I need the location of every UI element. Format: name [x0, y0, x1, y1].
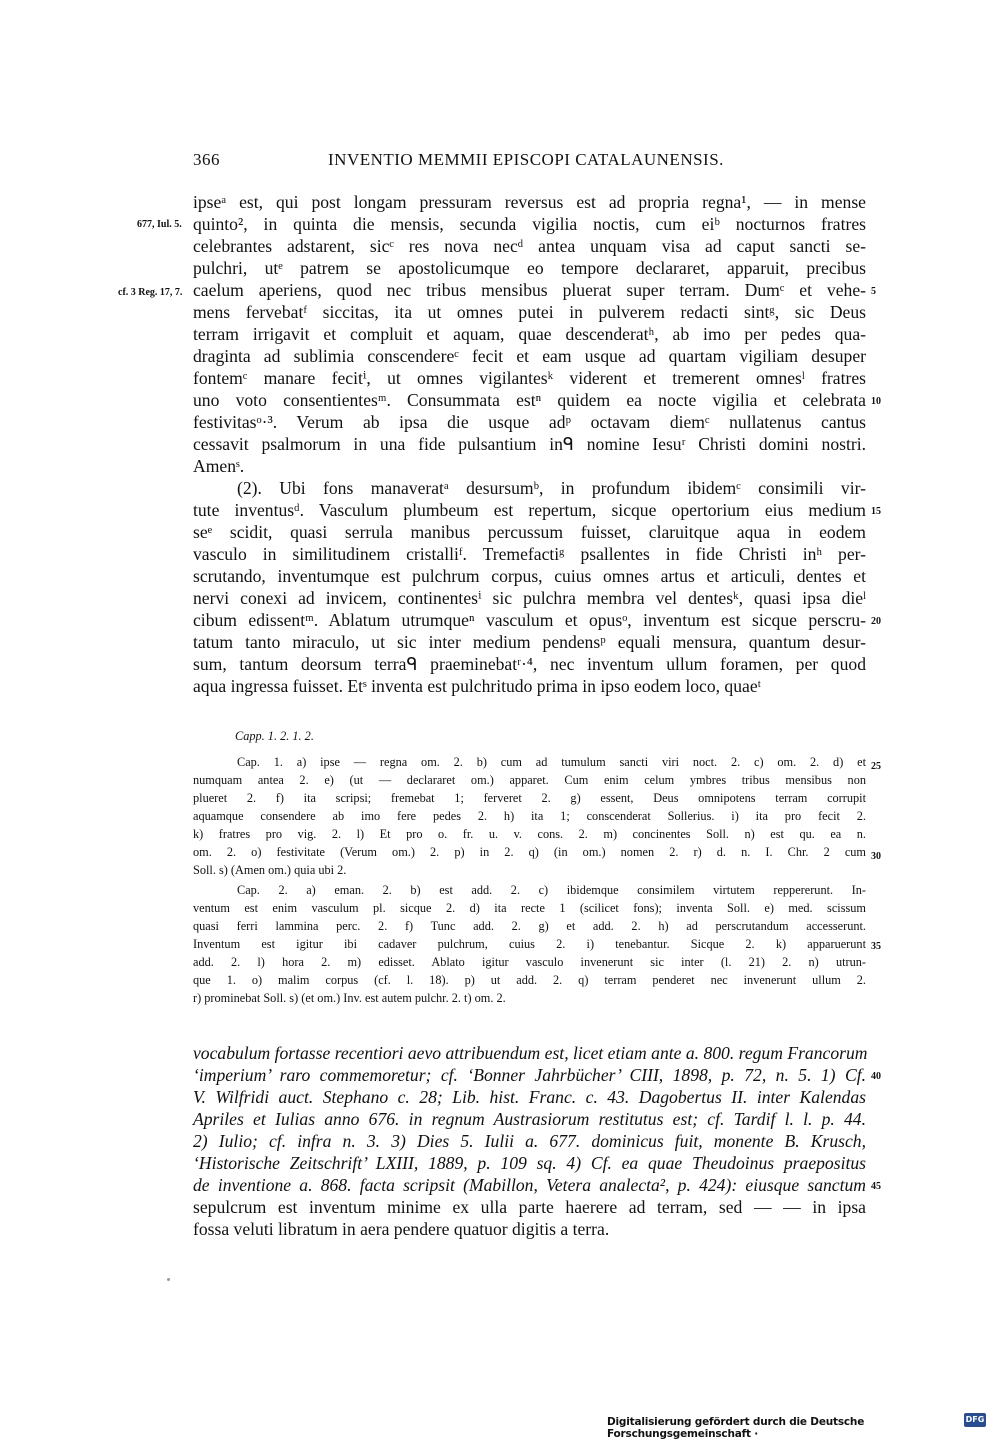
text-line: (2). Ubi fons manaveratᵃ desursumᵇ, in profundum ibidemᶜ consimili vir- — [237, 478, 866, 498]
text-line: caelum aperiens, quod nec tribus mensibus pluerat super terram. Dumᶜ et vehe- — [193, 280, 866, 300]
note-line: ‘imperium’ raro commemoretur; cf. ‘Bonner Jahrbücher’ CIII, 1898, p. 72, n. 5. 1) Cf. — [193, 1065, 866, 1085]
line-number: 5 — [871, 286, 876, 297]
apparatus-line: aquamque consendere ab imo fere pedes 2. h) ita 1; conscenderat Sollerius. i) ita pro fecit 2. — [193, 809, 866, 823]
apparatus-line: plueret 2. f) ita scripsi; fremebat 1; ferveret 2. g) essent, Deus omnipotens terram corrupit — [193, 791, 866, 805]
note-line: V. Wilfridi auct. Stephano c. 28; Lib. hist. Franc. c. 43. Dagobertus II. inter Kalendas — [193, 1087, 866, 1107]
text-line: ipseᵃ est, qui post longam pressuram reversus est ad propria regna¹, — in mense — [193, 192, 866, 212]
text-line: Amenˢ. — [193, 456, 245, 476]
text-line: festivitasᵒ·³. Verum ab ipsa die usque adᵖ octavam diemᶜ nullatenus cantus — [193, 412, 866, 432]
apparatus-line: om. 2. o) festivitate (Verum om.) 2. p) in 2. q) (in om.) nomen 2. r) d. n. I. Chr. 2 cum — [193, 845, 866, 859]
line-number: 25 — [871, 761, 881, 772]
line-number: 15 — [871, 506, 881, 517]
text-line: vasculo in similitudinem cristalliᶠ. Tremefactiᵍ psallentes in fide Christi inʰ per- — [193, 544, 866, 564]
apparatus-heading: Capp. 1. 2. 1. 2. — [235, 729, 314, 743]
line-number: 30 — [871, 851, 881, 862]
running-title: INVENTIO MEMMII EPISCOPI CATALAUNENSIS. — [328, 150, 724, 169]
text-line: mens fervebatᶠ siccitas, ita ut omnes putei in pulverem redacti sintᵍ, sic Deus — [193, 302, 866, 322]
note-line: sepulcrum est inventum minime ex ulla parte haerere ad terram, sed — — in ipsa — [193, 1197, 866, 1217]
line-number: 35 — [871, 941, 881, 952]
text-line: aqua ingressa fuisset. Etˢ inventa est pulchritudo prima in ipso eodem loco, quaeᵗ — [193, 676, 762, 696]
apparatus-line: Inventum est igitur ibi cadaver pulchrum, cuius 2. i) tenebantur. Sicque 2. k) apparuerunt — [193, 937, 866, 951]
line-number: 20 — [871, 616, 881, 627]
apparatus-line: Cap. 1. a) ipse — regna om. 2. b) cum ad tumulum sancti viri noct. 2. c) om. 2. d) et — [237, 755, 866, 769]
margin-note-date: 677, Iul. 5. — [137, 219, 182, 230]
scan-speck — [167, 1278, 170, 1281]
text-line: tatum tanto miraculo, ut sic inter medium pendensᵖ equali mensura, quantum desur- — [193, 632, 866, 652]
apparatus-line: k) fratres pro vig. 2. l) Et pro o. fr. u. v. cons. 2. m) concinentes Soll. n) est qu. ea n. — [193, 827, 866, 841]
apparatus-line: que 1. o) malim corpus (cf. l. 18). p) ut add. 2. q) terram penderet nec invenerunt ullum 2. — [193, 973, 866, 987]
text-line: cessavit psalmorum in una fide pulsantium inᑫ nomine Iesuʳ Christi domini nostri. — [193, 434, 866, 454]
apparatus-line: Cap. 2. a) eman. 2. b) est add. 2. c) ibidemque consimilem virtutem reppererunt. In- — [237, 883, 866, 897]
text-line: fontemᶜ manare fecitⁱ, ut omnes vigilantesᵏ viderent et tremerent omnesˡ fratres — [193, 368, 866, 388]
apparatus-line: r) prominebat Soll. s) (et om.) Inv. est autem pulchr. 2. t) om. 2. — [193, 991, 506, 1005]
text-line: nervi conexi ad invicem, continentesⁱ sic pulchra membra vel dentesᵏ, quasi ipsa dieˡ — [193, 588, 866, 608]
page-number: 366 — [193, 150, 220, 169]
text-line: draginta ad sublimia conscendereᶜ fecit et eam usque ad quartam vigiliam desuper — [193, 346, 866, 366]
apparatus-line: quasi ferri lammina perc. 2. f) Tunc add. 2. g) et add. 2. h) ad perscrutandum accesserunt. — [193, 919, 866, 933]
apparatus-line: numquam antea 2. e) (ut — declararet om.) apparet. Cum enim celum ymbres tribus mensibus non — [193, 773, 866, 787]
note-line: Apriles et Iulias anno 676. in regnum Austrasiorum restitutus est; cf. Tardif l. l. p. 44. — [193, 1109, 866, 1129]
line-number: 45 — [871, 1181, 881, 1192]
note-line: fossa veluti libratum in aera pendere quatuor digitis a terra. — [193, 1219, 610, 1239]
text-line: terram irrigavit et compluit et aquam, quae descenderatʰ, ab imo per pedes qua- — [193, 324, 866, 344]
dfg-logo-icon: DFG — [964, 1413, 986, 1427]
line-number: 40 — [871, 1071, 881, 1082]
note-line: 2) Iulio; cf. infra n. 3. 3) Dies 5. Iulii a. 677. dominicus fuit, monente B. Krusch, — [193, 1131, 866, 1151]
note-line: ‘Historische Zeitschrift’ LXIII, 1889, p. 109 sq. 4) Cf. ea quae Theudoinus praepositus — [193, 1153, 866, 1173]
apparatus-line: ventum est enim vasculum pl. sicque 2. d) ita recte 1 (scilicet fons); inventa Soll. e) med. scissum — [193, 901, 866, 915]
text-line: tute inventusᵈ. Vasculum plumbeum est repertum, sicque opertorium eius medium — [193, 500, 866, 520]
note-line: de inventione a. 868. facta scripsit (Mabillon, Vetera analecta², p. 424): eiusque sanctum — [193, 1175, 866, 1195]
text-line: sum, tantum deorsum terraᑫ praeminebatʳ·⁴, nec inventum ullum foramen, per quod — [193, 654, 866, 674]
text-line: scrutando, inventumque est pulchrum corpus, cuius omnes artus et articuli, dentes et — [193, 566, 866, 586]
digitization-credit: Digitalisierung gefördert durch die Deutsche Forschungsgemeinschaft · — [607, 1416, 865, 1440]
note-line: vocabulum fortasse recentiori aevo attribuendum est, licet etiam ante a. 800. regum Francorum — [193, 1043, 868, 1063]
apparatus-line: Soll. s) (Amen om.) quia ubi 2. — [193, 863, 347, 877]
text-line: uno voto consentientesᵐ. Consummata estⁿ quidem ea nocte vigilia et celebrata — [193, 390, 866, 410]
text-line: seᵉ scidit, quasi serrula manibus percussum fuisset, claruitque aqua in eodem — [193, 522, 866, 542]
text-line: celebrantes adstarent, sicᶜ res nova necᵈ antea unquam visa ad caput sancti se- — [193, 236, 866, 256]
text-line: cibum edissentᵐ. Ablatum utrumqueⁿ vasculum et opusᵒ, inventum est sicque perscru- — [193, 610, 866, 630]
apparatus-line: add. 2. l) hora 2. m) edisset. Ablato igitur vasculo invenerunt sic inter (l. 21) 2. n) utrun- — [193, 955, 866, 969]
text-line: pulchri, utᵉ patrem se apostolicumque eo tempore declararet, apparuit, precibus — [193, 258, 866, 278]
margin-note-reference: cf. 3 Reg. 17, 7. — [118, 287, 183, 298]
line-number: 10 — [871, 396, 881, 407]
text-line: quinto², in quinta die mensis, secunda vigilia noctis, cum eiᵇ nocturnos fratres — [193, 214, 866, 234]
